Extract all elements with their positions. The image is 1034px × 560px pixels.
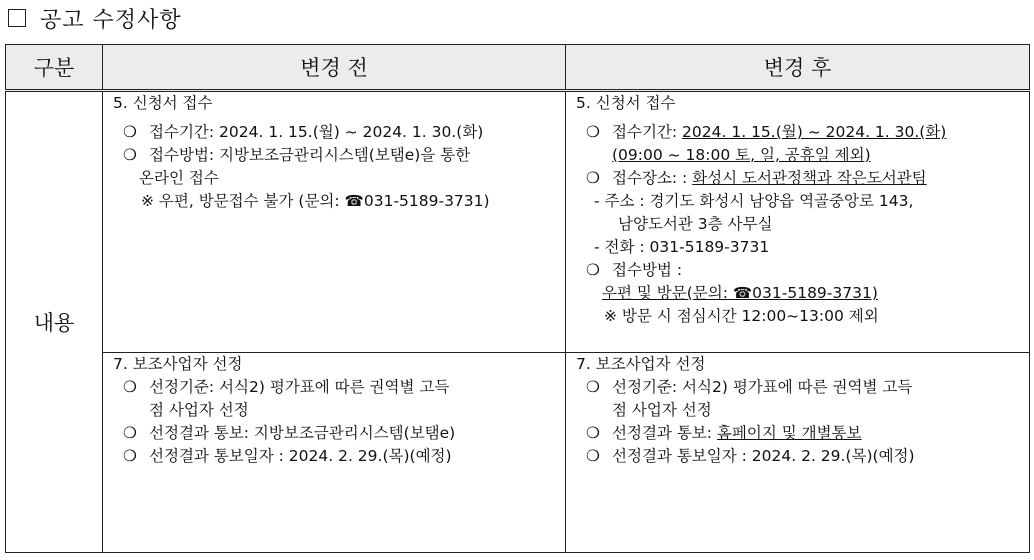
circle-bullet-icon: ❍ (586, 447, 600, 465)
list-item: ❍ 선정결과 통보일자 : 2024. 2. 29.(목)(예정) (113, 445, 557, 468)
after-section5-cell (566, 91, 1030, 353)
note: ※ 방문 시 점심시간 12:00~13:00 제외 (604, 307, 879, 325)
circle-bullet-icon: ❍ (123, 146, 137, 164)
address-line: - 주소 : 경기도 화성시 남양읍 역골중앙로 143, (594, 192, 914, 210)
revision-table (5, 44, 1030, 553)
circle-bullet-icon: ❍ (586, 424, 600, 442)
list-item-continued: (09:00 ~ 18:00 토, 일, 공휴일 제외) (612, 146, 871, 164)
list-item: ❍ 선정결과 통보일자 : 2024. 2. 29.(목)(예정) (576, 445, 1021, 468)
row-section7 (6, 353, 1030, 553)
method-value: 우편 및 방문(문의: ☎031-5189-3731) (602, 284, 878, 302)
circle-bullet-icon: ❍ (586, 261, 600, 279)
header-row (6, 45, 1030, 91)
note: ※ 우편, 방문접수 불가 (문의: ☎031-5189-3731) (141, 192, 490, 210)
before-section5-cell (103, 91, 566, 353)
circle-bullet-icon: ❍ (586, 378, 600, 396)
circle-bullet-icon: ❍ (123, 123, 137, 141)
after-s7-head: 7. 보조사업자 선정 (576, 355, 706, 373)
section-title-text: 공고 수정사항 (40, 7, 182, 33)
list-item: ❍ 선정기준: 서식2) 평가표에 따른 권역별 고득 (113, 376, 557, 399)
list-item-continued: 온라인 접수 (139, 169, 219, 187)
after-s5-head: 5. 신청서 접수 (576, 94, 676, 112)
list-item: ❍ 접수방법 : (576, 259, 1021, 282)
list-item: ❍ 접수방법: 지방보조금관리시스템(보탬e)을 통한 (113, 144, 557, 167)
circle-bullet-icon: ❍ (586, 123, 600, 141)
section-title (6, 0, 182, 36)
checkbox-square-icon (8, 9, 26, 27)
list-item-continued: 점 사업자 선정 (149, 401, 249, 419)
before-section7-cell (103, 353, 566, 553)
header-after: 변경 후 (566, 45, 1030, 91)
before-s5-head: 5. 신청서 접수 (113, 94, 213, 112)
list-item: ❍ 선정기준: 서식2) 평가표에 따른 권역별 고득 (576, 376, 1021, 399)
list-item: ❍ 접수장소: : 화성시 도서관정책과 작은도서관팀 (576, 167, 1021, 190)
list-item: ❍ 선정결과 통보: 홈페이지 및 개별통보 (576, 422, 1021, 445)
address-line: 남양도서관 3층 사무실 (618, 215, 773, 233)
list-item: ❍ 접수기간: 2024. 1. 15.(월) ~ 2024. 1. 30.(화) (113, 121, 557, 144)
row-section5 (6, 91, 1030, 353)
phone-line: - 전화 : 031-5189-3731 (594, 238, 770, 256)
circle-bullet-icon: ❍ (123, 378, 137, 396)
row-label: 내용 (6, 91, 103, 553)
header-category: 구분 (6, 45, 103, 91)
list-item-continued: 점 사업자 선정 (612, 401, 712, 419)
list-item: ❍ 접수기간: 2024. 1. 15.(월) ~ 2024. 1. 30.(화) (576, 121, 1021, 144)
before-s7-head: 7. 보조사업자 선정 (113, 355, 243, 373)
list-item: ❍ 선정결과 통보: 지방보조금관리시스템(보탬e) (113, 422, 557, 445)
circle-bullet-icon: ❍ (123, 424, 137, 442)
header-before: 변경 전 (103, 45, 566, 91)
circle-bullet-icon: ❍ (586, 169, 600, 187)
circle-bullet-icon: ❍ (123, 447, 137, 465)
after-section7-cell (566, 353, 1030, 553)
